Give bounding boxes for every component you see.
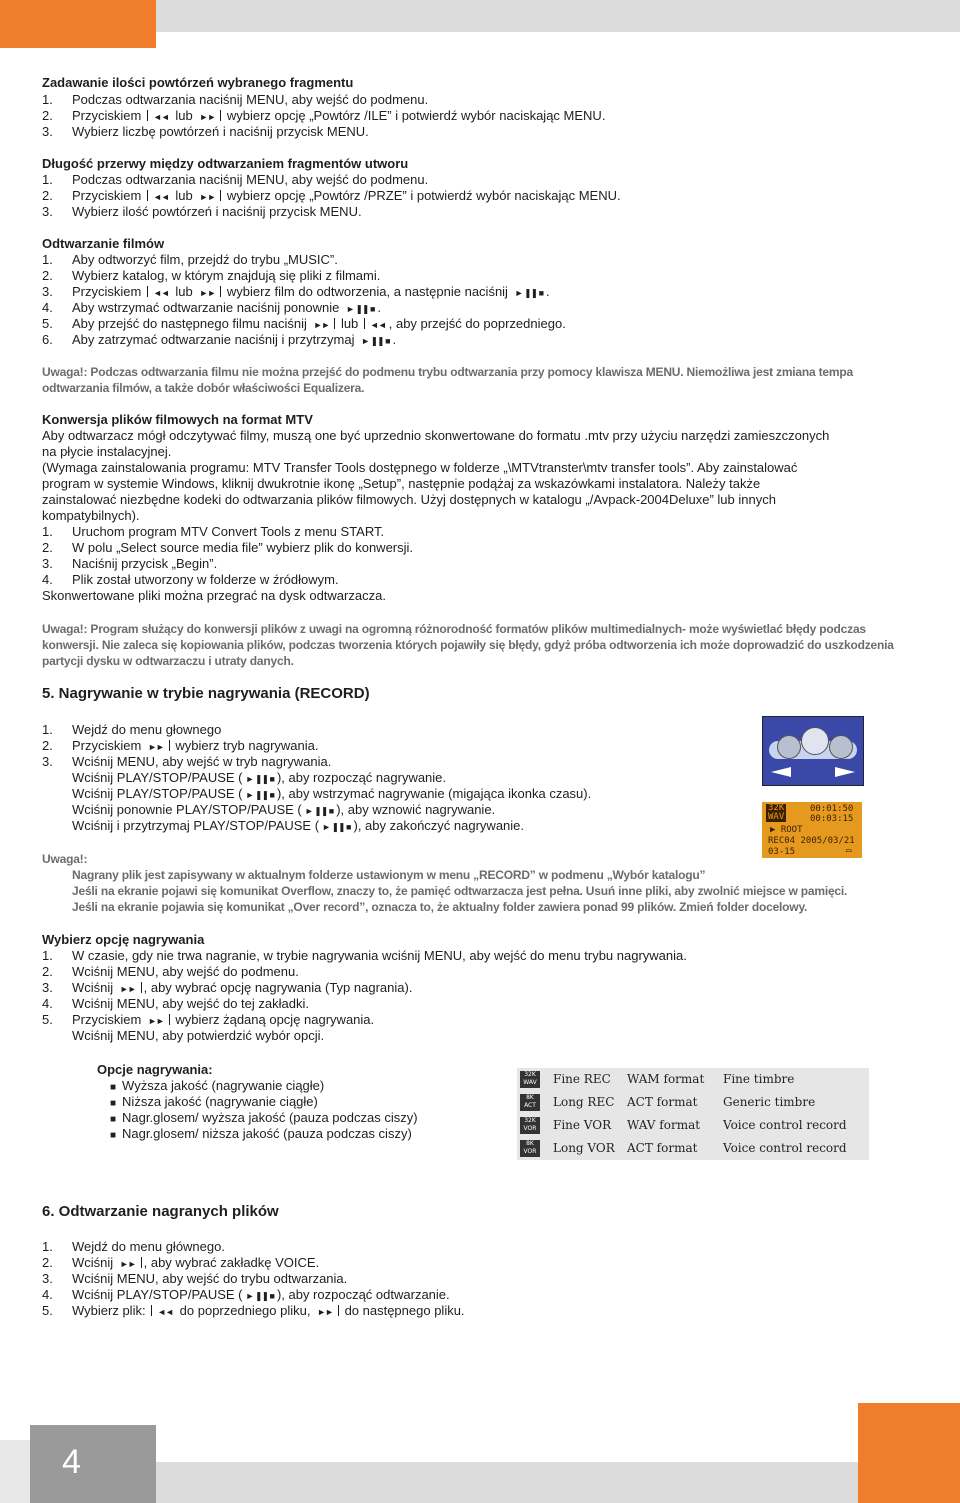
note-movies: odtwarzania filmów, a także dobór właściwości Equalizera. xyxy=(42,381,365,395)
quality-badge: 32K WAV xyxy=(520,1071,540,1088)
rewind-icon: ◄◄ xyxy=(369,320,386,330)
forward-icon: ►► xyxy=(313,320,330,330)
folder-icon: ▶ xyxy=(770,825,776,835)
note-label: Uwaga!: xyxy=(42,852,88,866)
rewind-icon: ◄◄ xyxy=(152,112,169,122)
forward-icon: ►► xyxy=(199,192,216,202)
option-item: ■ Niższa jakość (nagrywanie ciągłe) xyxy=(110,1094,318,1109)
rewind-icon: ◄◄ xyxy=(152,192,169,202)
note-convert: partycji dysku w odtwarzaczu i utraty danych. xyxy=(42,654,294,668)
quality-badge: 32K WAV xyxy=(768,803,785,822)
table-row: 32K WAV Fine REC WAM format Fine timbre xyxy=(517,1068,869,1091)
option-item: ■ Nagr.glosem/ wyższa jakość (pauza podczas ciszy) xyxy=(110,1110,418,1125)
paragraph: Skonwertowane pliki można przegrać na dysk odtwarzacza. xyxy=(42,588,386,603)
lcd-file: REC04 2005/03/21 xyxy=(768,836,855,846)
header-bar xyxy=(156,0,960,32)
forward-icon: ►► xyxy=(147,1016,164,1026)
list-subitem: Wciśnij PLAY/STOP/PAUSE ( ► ❚❚ ■ ), aby rozpocząć nagrywanie. xyxy=(72,770,447,785)
lcd-time: 00:03:15 xyxy=(810,814,854,824)
paragraph: na płycie instalacyjnej. xyxy=(42,444,172,459)
player-main-menu-image xyxy=(762,716,864,786)
quality-badge: 8K ACT xyxy=(520,1094,540,1111)
section-title-pause: Długość przerwy między odtwarzaniem fragmentów utworu xyxy=(42,156,409,171)
play-pause-icon: ► ❚❚ ■ xyxy=(361,336,390,346)
option-item: ■ Nagr.glosem/ niższa jakość (pauza podczas ciszy) xyxy=(110,1126,412,1141)
battery-icon: ▭ xyxy=(846,846,852,856)
list-subitem: Wciśnij i przytrzymaj PLAY/STOP/PAUSE ( ► ❚❚ ■ ), aby zakończyć nagrywanie. xyxy=(72,818,525,833)
forward-icon: ►► xyxy=(317,1307,333,1317)
play-pause-icon: ► ❚❚ ■ xyxy=(304,806,334,816)
play-pause-icon: ► ❚❚ ■ xyxy=(322,822,351,832)
paragraph: program w systemie Windows, kliknij dwukrotnie ikonę „Setup”, następnie podążaj za wskazówkami instalatora. Należy także xyxy=(42,476,761,491)
quality-badge: 32K VOR xyxy=(520,1117,540,1134)
section-title-convert: Konwersja plików filmowych na format MTV xyxy=(42,412,313,427)
section-title-playback: 6. Odtwarzanie nagranych plików xyxy=(42,1203,279,1220)
play-pause-icon: ► ❚❚ ■ xyxy=(245,1291,274,1301)
note-movies: Uwaga!: Podczas odtwarzania filmu nie można przejść do podmenu trybu odtwarzania przy pomocy klawisza MENU. Niemożliwa jest zmiana tempa xyxy=(42,365,853,379)
list-subitem: Wciśnij ponownie PLAY/STOP/PAUSE ( ► ❚❚ ■ ), aby wznowić nagrywanie. xyxy=(72,802,496,817)
corner-block-top xyxy=(0,0,156,48)
footer-bar xyxy=(156,1462,858,1503)
lcd-folder: ▶ ROOT xyxy=(770,825,803,835)
paragraph: kompatybilnych). xyxy=(42,508,140,523)
music-note-icon xyxy=(801,727,829,755)
corner-block-bottom xyxy=(858,1403,960,1503)
bullet-square-icon: ■ xyxy=(110,1114,117,1125)
option-item: ■ Wyższa jakość (nagrywanie ciągłe) xyxy=(110,1078,325,1093)
forward-icon: ►► xyxy=(119,1259,136,1269)
section-title-record: 5. Nagrywanie w trybie nagrywania (RECORD) xyxy=(42,685,370,702)
arrow-left-icon xyxy=(771,767,791,777)
bullet-square-icon: ■ xyxy=(110,1130,117,1141)
quality-badge: 8K VOR xyxy=(520,1140,540,1157)
note-convert: Uwaga!: Program służący do konwersji plików z uwagi na ogromną różnorodność formatów plików multimedialnych- może wyświetlać błędy podczas xyxy=(42,622,866,636)
play-pause-icon: ► ❚❚ ■ xyxy=(245,790,274,800)
paragraph: Wciśnij MENU, aby potwierdzić wybór opcji. xyxy=(72,1028,325,1043)
rewind-icon: ◄◄ xyxy=(157,1307,174,1317)
disc-icon xyxy=(829,735,853,759)
section-title-movies: Odtwarzanie filmów xyxy=(42,236,165,251)
footer-strip xyxy=(0,1440,30,1503)
table-row: 8K VOR Long VOR ACT format Voice control record xyxy=(517,1137,869,1160)
forward-icon: ►► xyxy=(147,742,164,752)
forward-icon: ►► xyxy=(119,984,136,994)
forward-icon: ►► xyxy=(199,288,216,298)
paragraph: (Wymaga zainstalowania programu: MTV Transfer Tools dostępnego w folderze „\MTVtranster\mtv transfer tools”. Aby zainstalować xyxy=(42,460,798,475)
section-title-option: Wybierz opcję nagrywania xyxy=(42,932,205,947)
table-row: 32K VOR Fine VOR WAV format Voice control record xyxy=(517,1114,869,1137)
arrow-right-icon xyxy=(835,767,855,777)
note-convert: konwersji. Nie zaleca się kopiowania plików, podczas tworzenia których pojawiły się błędy, gdyż próba odtworzenia ich może doprowadzić do uszkodzenia xyxy=(42,638,894,652)
rewind-icon: ◄◄ xyxy=(152,288,169,298)
record-options-table-image xyxy=(517,1068,869,1160)
play-pause-icon: ► ❚❚ ■ xyxy=(245,774,274,784)
page-number: 4 xyxy=(62,1443,81,1481)
note-item: Jeśli na ekranie pojawi się komunikat Overflow, znaczy to, że pamięć odtwarzacza jest pełna. Usuń inne pliki, aby zwolnić miejsce w pamięci. xyxy=(72,884,848,898)
bullet-square-icon: ■ xyxy=(110,1098,117,1109)
list-subitem: Wciśnij PLAY/STOP/PAUSE ( ► ❚❚ ■ ), aby wstrzymać nagrywanie (migająca ikonka czasu). xyxy=(72,786,592,801)
page-number-box xyxy=(30,1425,156,1503)
play-pause-icon: ► ❚❚ ■ xyxy=(345,304,375,314)
forward-icon: ►► xyxy=(199,112,216,122)
lcd-number: 03-15 xyxy=(768,847,796,857)
paragraph: Aby odtwarzacz mógł odczytywać filmy, muszą one być uprzednio skonwertowane do formatu .mtv przy użyciu narzędzi zamieszczonych xyxy=(42,428,830,443)
paragraph: zainstalować niezbędne kodeki do odtwarzania plików filmowych. Użyj dostępnych w katalogu „/Avpack-2004Deluxe” lub innych xyxy=(42,492,776,507)
section-title-repeat: Zadawanie ilości powtórzeń wybranego fragmentu xyxy=(42,75,354,90)
play-pause-icon: ► ❚❚ ■ xyxy=(514,288,544,298)
options-title: Opcje nagrywania: xyxy=(97,1062,213,1077)
lcd-time: 00:01:50 xyxy=(810,804,854,814)
disc-icon xyxy=(777,735,801,759)
table-row: 8K ACT Long REC ACT format Generic timbre xyxy=(517,1091,869,1114)
bullet-square-icon: ■ xyxy=(110,1082,117,1093)
note-item: Nagrany plik jest zapisywany w aktualnym folderze ustawionym w menu „RECORD” w podmenu „Wybór katalogu” xyxy=(72,868,706,882)
record-lcd-image xyxy=(762,802,862,858)
